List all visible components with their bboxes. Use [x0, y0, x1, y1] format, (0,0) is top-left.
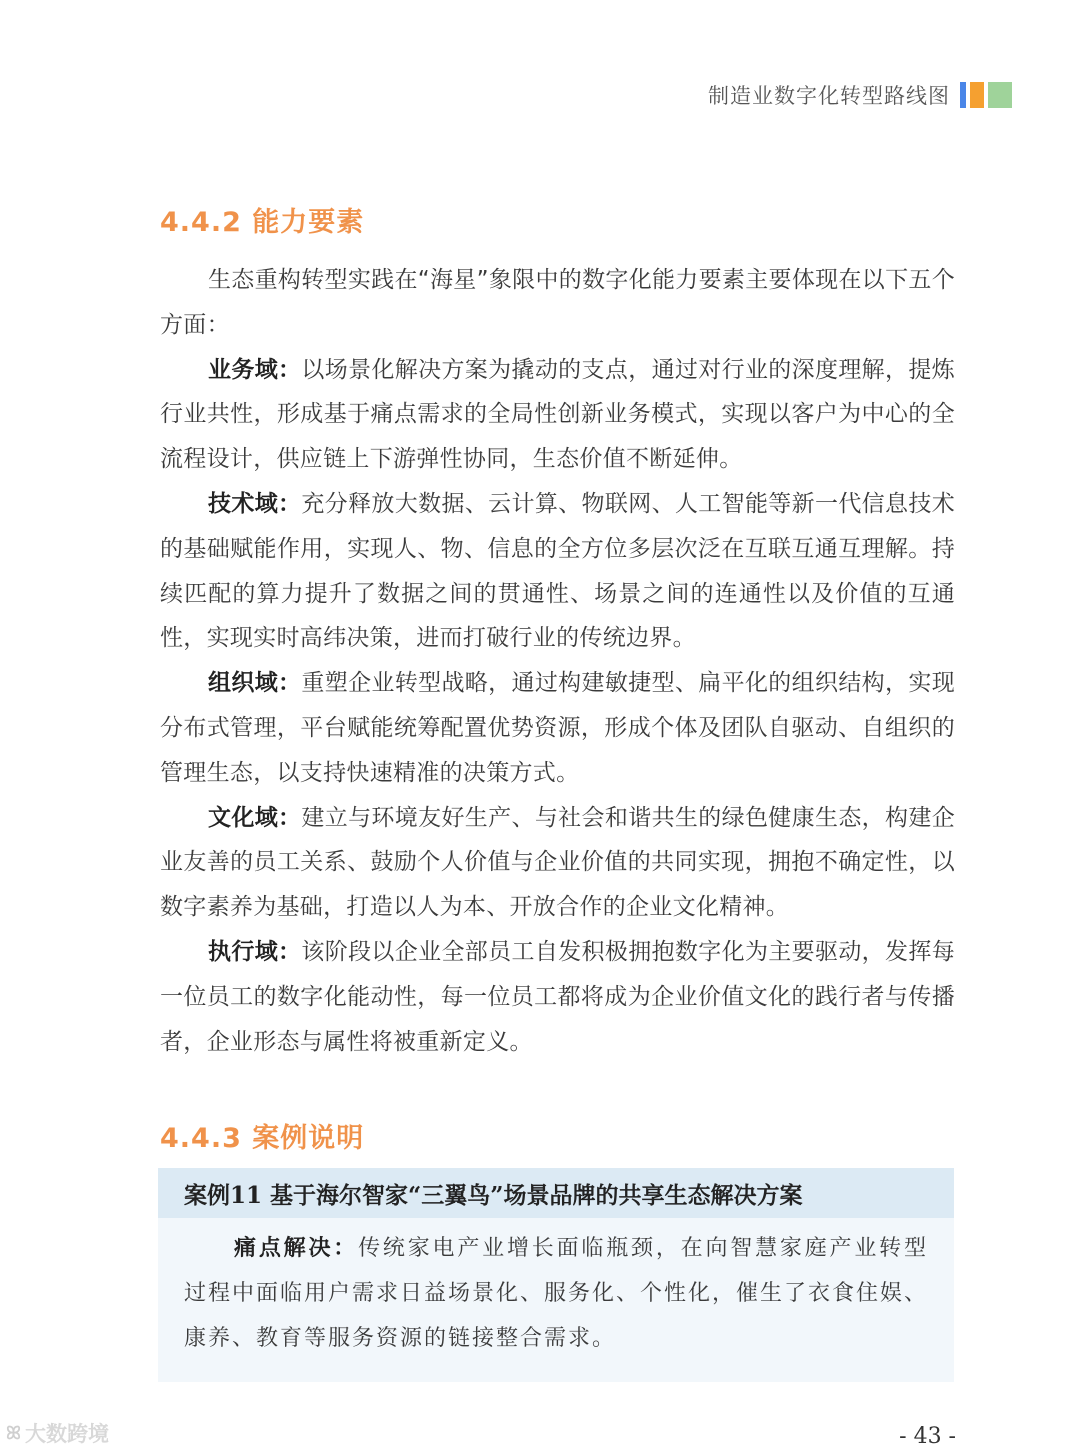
domain-label: 组织域： — [208, 670, 302, 697]
case-box — [158, 1168, 954, 1382]
watermark-text: 大数跨境 — [24, 1422, 109, 1446]
domain-text: 建立与环境友好生产、与社会和谐共生的绿色健康生态，构建企业友善的员工关系、鼓励个人价值与企业价值的共同实现，拥抱不确定性，以数字素养为基础，打造以人为本、开放合作的企业文化精神。 — [160, 804, 956, 921]
section-heading-case — [160, 1116, 364, 1155]
section-body — [160, 258, 955, 1064]
header-mark-orange — [970, 82, 984, 108]
section-title: 案例说明 — [252, 1123, 365, 1154]
domain-label: 业务域： — [208, 356, 302, 383]
header-mark-green — [988, 82, 1012, 108]
section-number: 4.4.3 — [160, 1123, 242, 1154]
header-color-marks — [960, 82, 1012, 108]
header-mark-blue — [960, 82, 966, 108]
domain-paragraph — [160, 348, 955, 482]
domain-label: 文化域： — [208, 804, 302, 831]
header-title: 制造业数字化转型路线图 — [708, 84, 950, 108]
case-title: 案例11 基于海尔智家“三翼鸟”场景品牌的共享生态解决方案 — [158, 1168, 954, 1218]
section-title: 能力要素 — [252, 207, 365, 238]
domain-text: 该阶段以企业全部员工自发积极拥抱数字化为主要驱动，发挥每一位员工的数字化能动性，每一位员工都将成为企业价值文化的践行者与传播者，企业形态与属性将被重新定义。 — [160, 938, 956, 1055]
domain-paragraph — [160, 661, 955, 795]
section-number: 4.4.2 — [160, 207, 242, 238]
case-text: 传统家电产业增长面临瓶颈，在向智慧家庭产业转型过程中面临用户需求日益场景化、服务化、个性化，催生了衣食住娱、康养、教育等服务资源的链接整合需求。 — [184, 1236, 929, 1351]
domain-paragraph — [160, 930, 955, 1064]
watermark — [6, 1418, 109, 1448]
watermark-logo-icon: ꕤ — [6, 1422, 21, 1444]
domain-label: 技术域： — [208, 490, 302, 517]
domain-text: 充分释放大数据、云计算、物联网、人工智能等新一代信息技术的基础赋能作用，实现人、物、信息的全方位多层次泛在互联互通互理解。持续匹配的算力提升了数据之间的贯通性、场景之间的连通性以及价值的互通性，实现实时高纬决策，进而打破行业的传统边界。 — [160, 490, 956, 652]
case-label: 痛点解决： — [234, 1235, 359, 1261]
intro-paragraph: 生态重构转型实践在“海星”象限中的数字化能力要素主要体现在以下五个方面： — [160, 267, 955, 338]
domain-label: 执行域： — [208, 938, 302, 965]
case-body — [158, 1218, 954, 1361]
domain-paragraph — [160, 482, 955, 661]
case-paragraph — [184, 1226, 928, 1361]
domain-text: 重塑企业转型战略，通过构建敏捷型、扁平化的组织结构，实现分布式管理，平台赋能统筹配置优势资源，形成个体及团队自驱动、自组织的管理生态，以支持快速精准的决策方式。 — [160, 670, 956, 786]
domain-paragraph — [160, 796, 955, 930]
page-number: - 43 - — [899, 1424, 956, 1449]
section-heading-capability — [160, 200, 364, 239]
running-header — [708, 80, 1012, 110]
domain-text: 以场景化解决方案为撬动的支点，通过对行业的深度理解，提炼行业共性，形成基于痛点需求的全局性创新业务模式，实现以客户为中心的全流程设计，供应链上下游弹性协同，生态价值不断延伸。 — [160, 356, 956, 473]
